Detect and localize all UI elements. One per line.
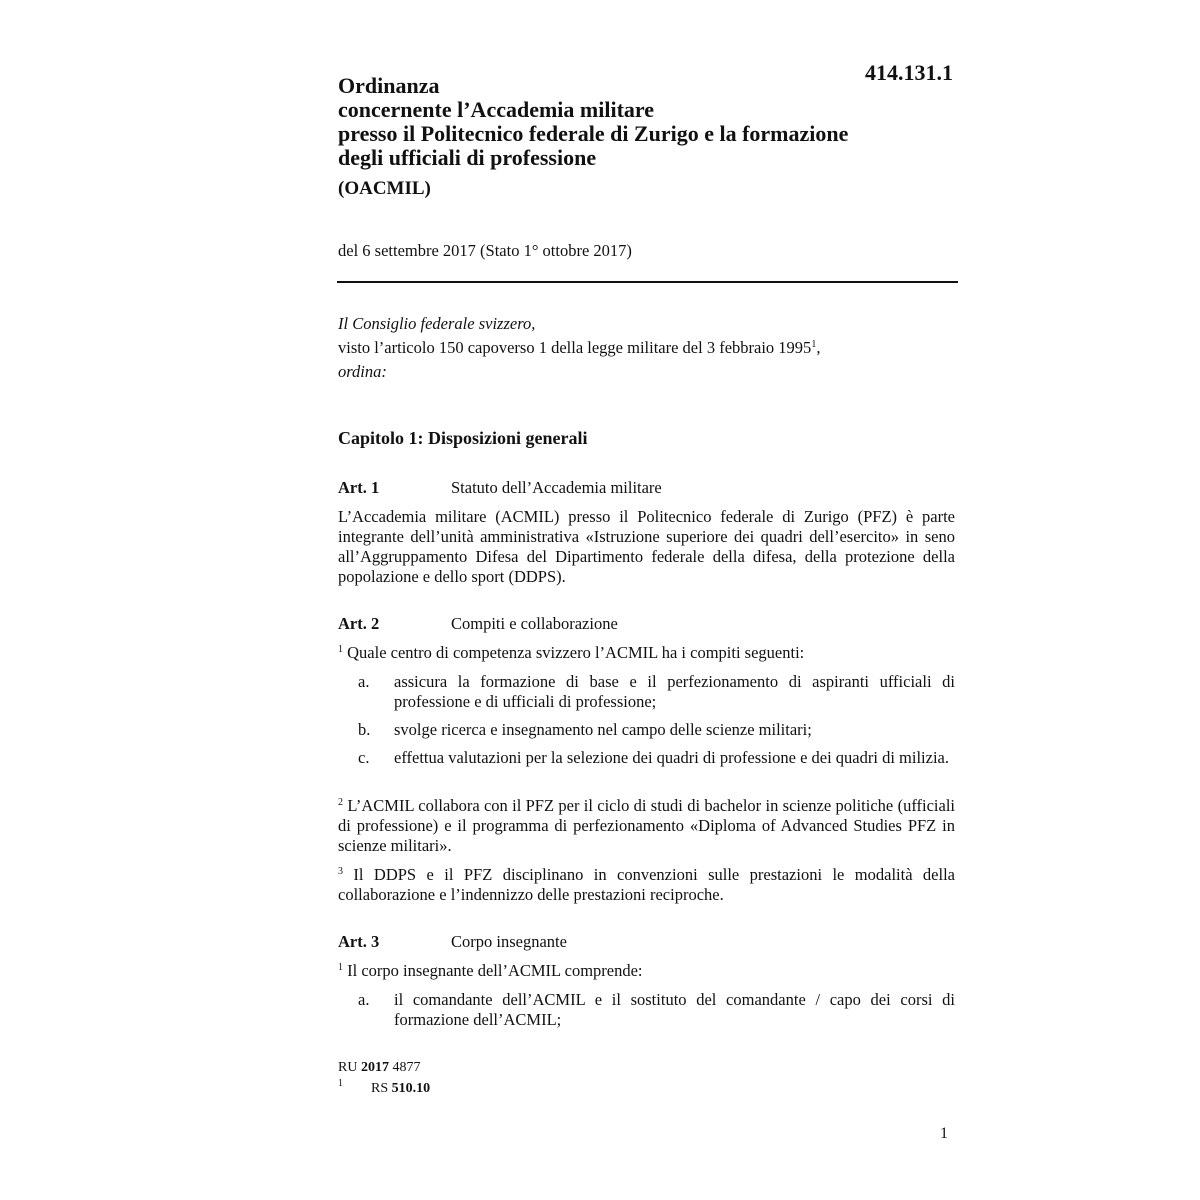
item-letter: a.	[358, 672, 370, 691]
title-line: presso il Politecnico federale di Zurigo e la formazione	[338, 121, 849, 146]
title-divider	[337, 281, 958, 283]
footnote-prefix: RS	[371, 1081, 389, 1096]
document-date: del 6 settembre 2017 (Stato 1° ottobre 2017)	[338, 241, 632, 260]
preamble-basis-text: visto l’articolo 150 capoverso 1 della legge militare del 3 febbraio 1995	[338, 338, 812, 357]
ru-year: 2017	[360, 1060, 389, 1075]
article-number: Art. 3	[338, 932, 380, 951]
page-number: 1	[940, 1125, 948, 1142]
article-3-paragraph-1	[338, 961, 955, 981]
paragraph-number: 1	[338, 644, 343, 655]
article-2-paragraph-1	[338, 643, 955, 663]
article-3-heading	[338, 932, 567, 952]
article-2-paragraph-3	[338, 865, 955, 905]
item-letter: c.	[358, 748, 370, 767]
ru-prefix: RU	[338, 1060, 358, 1075]
item-text: assicura la formazione di base e il perfezionamento di aspiranti ufficiali di professione e di ufficiali di professione;	[394, 672, 955, 711]
paragraph-text: Quale centro di competenza svizzero l’ACMIL ha i compiti seguenti:	[347, 643, 805, 662]
title-line: Ordinanza	[338, 73, 440, 98]
item-letter: a.	[358, 990, 370, 1009]
paragraph-text: Il DDPS e il PFZ disciplinano in convenzioni sulle prestazioni le modalità della collaborazione e l’indennizzo delle prestazioni reciproche.	[338, 865, 956, 904]
article-number: Art. 1	[338, 478, 380, 497]
item-letter: b.	[358, 720, 371, 739]
list-item	[338, 748, 955, 768]
document-abbreviation: (OACMIL)	[338, 178, 431, 199]
preamble-decree: ordina:	[338, 362, 387, 381]
preamble-authority: Il Consiglio federale svizzero,	[338, 314, 536, 333]
paragraph-text: Il corpo insegnante dell’ACMIL comprende:	[347, 961, 643, 980]
article-title: Statuto dell’Accademia militare	[451, 478, 662, 497]
paragraph-number: 3	[338, 866, 343, 877]
ru-page: 4877	[392, 1060, 421, 1075]
chapter-title: Capitolo 1: Disposizioni generali	[338, 428, 588, 448]
official-collection-ref	[338, 1058, 420, 1078]
footnote-1	[338, 1079, 430, 1099]
article-title: Corpo insegnante	[451, 932, 567, 951]
footnote-ref[interactable]: 1	[811, 339, 817, 350]
list-item	[338, 672, 955, 712]
footnote-link[interactable]: 510.10	[391, 1081, 431, 1096]
item-text: effettua valutazioni per la selezione dei quadri di professione e dei quadri di milizia.	[394, 748, 949, 767]
preamble-basis	[338, 336, 958, 360]
paragraph-text: L’ACMIL collabora con il PFZ per il ciclo di studi di bachelor in scienze politiche (ufficiali di professione) e il programma di perfezionamento «Diploma of Advanced Studies PFZ in scienze militari».	[338, 796, 955, 855]
article-number: Art. 2	[338, 614, 380, 633]
item-text: il comandante dell’ACMIL e il sostituto del comandante / capo dei corsi di formazione dell’ACMIL;	[394, 990, 955, 1029]
preamble	[338, 312, 958, 384]
paragraph-number: 1	[338, 962, 343, 973]
article-2-paragraph-2	[338, 796, 955, 856]
title-line: concernente l’Accademia militare	[338, 97, 655, 122]
article-2-heading	[338, 614, 618, 634]
paragraph-number: 2	[338, 797, 343, 808]
title-line: degli ufficiali di professione	[338, 145, 597, 170]
preamble-basis-end: ,	[816, 338, 821, 357]
list-item	[338, 720, 955, 740]
footnote-number: 1	[338, 1078, 343, 1089]
document-number: 414.131.1	[865, 60, 953, 85]
document-title	[338, 74, 958, 170]
item-text: svolge ricerca e insegnamento nel campo delle scienze militari;	[394, 720, 812, 739]
article-1-text: L’Accademia militare (ACMIL) presso il Politecnico federale di Zurigo (PFZ) è parte integrante dell’unità amministrativa «Istruzione superiore dei quadri dell’esercito» in seno all’Aggruppamento Difesa del Dipartimento federale della difesa, della protezione della popolazione e dello sport (DDPS).	[338, 507, 955, 586]
list-item	[338, 990, 955, 1030]
article-1-heading	[338, 478, 662, 498]
article-title: Compiti e collaborazione	[451, 614, 618, 633]
